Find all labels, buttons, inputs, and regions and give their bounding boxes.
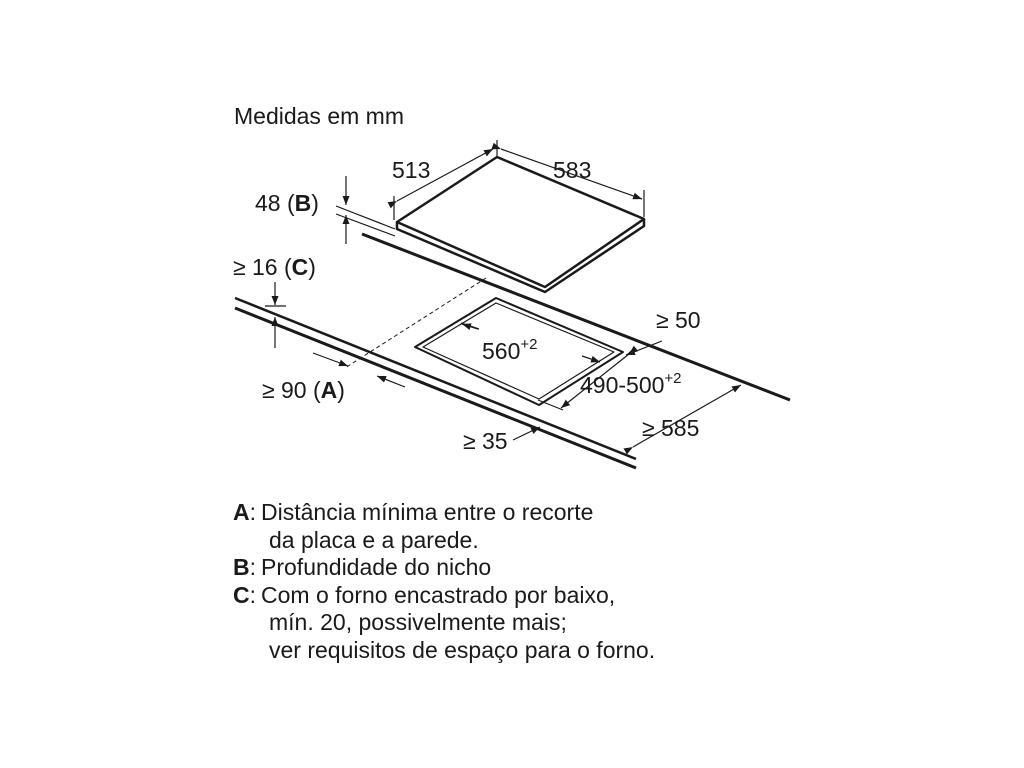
legend-text-a: Distância mínima entre o recorte [261, 499, 594, 525]
label-90-a: ≥ 90 (A) [262, 377, 345, 403]
label-583: 583 [553, 157, 592, 183]
dim-35-line [513, 427, 540, 440]
legend-text-c: Com o forno encastrado por baixo, [261, 581, 616, 608]
hob-top-surface [397, 157, 644, 287]
legend-text-c-cont-1: mín. 20, possivelmente mais; [269, 609, 567, 635]
label-16-c: ≥ 16 (C) [233, 254, 316, 280]
hob [397, 157, 644, 292]
dim-90-arrow-left [313, 353, 348, 366]
title: Medidas em mm [234, 103, 404, 129]
legend-text-a-cont: da placa e a parede. [269, 526, 479, 553]
label-48-b: 48 (B) [255, 190, 319, 216]
label-585: ≥ 585 [642, 415, 700, 441]
legend-item-b: B : Profundidade do nicho [233, 554, 492, 580]
legend-key-c: C [233, 581, 250, 608]
label-490-500: $490-500^{+2}$ [580, 370, 682, 398]
dim-560-arrow-back [462, 324, 478, 329]
legend-key-a: A [233, 499, 250, 525]
legend-item-a: A : Distância mínima entre o recorte [233, 499, 594, 525]
projection-lines [345, 278, 486, 368]
label-560: $560^{+2}$ [482, 336, 538, 364]
label-513: 513 [392, 157, 431, 183]
dim-90-arrow-right [377, 376, 405, 387]
legend-key-b: B [233, 554, 250, 580]
legend-item-c: C : Com o forno encastrado por baixo, [233, 581, 616, 608]
dim-560-arrow [582, 356, 600, 362]
label-35: ≥ 35 [463, 428, 508, 454]
legend [233, 499, 655, 664]
legend-text-c-cont-2: ver requisitos de espaço para o forno. [269, 636, 656, 663]
legend-text-b: Profundidade do nicho [261, 554, 492, 580]
label-50: ≥ 50 [656, 307, 701, 333]
hob-bottom-edge [397, 229, 545, 292]
